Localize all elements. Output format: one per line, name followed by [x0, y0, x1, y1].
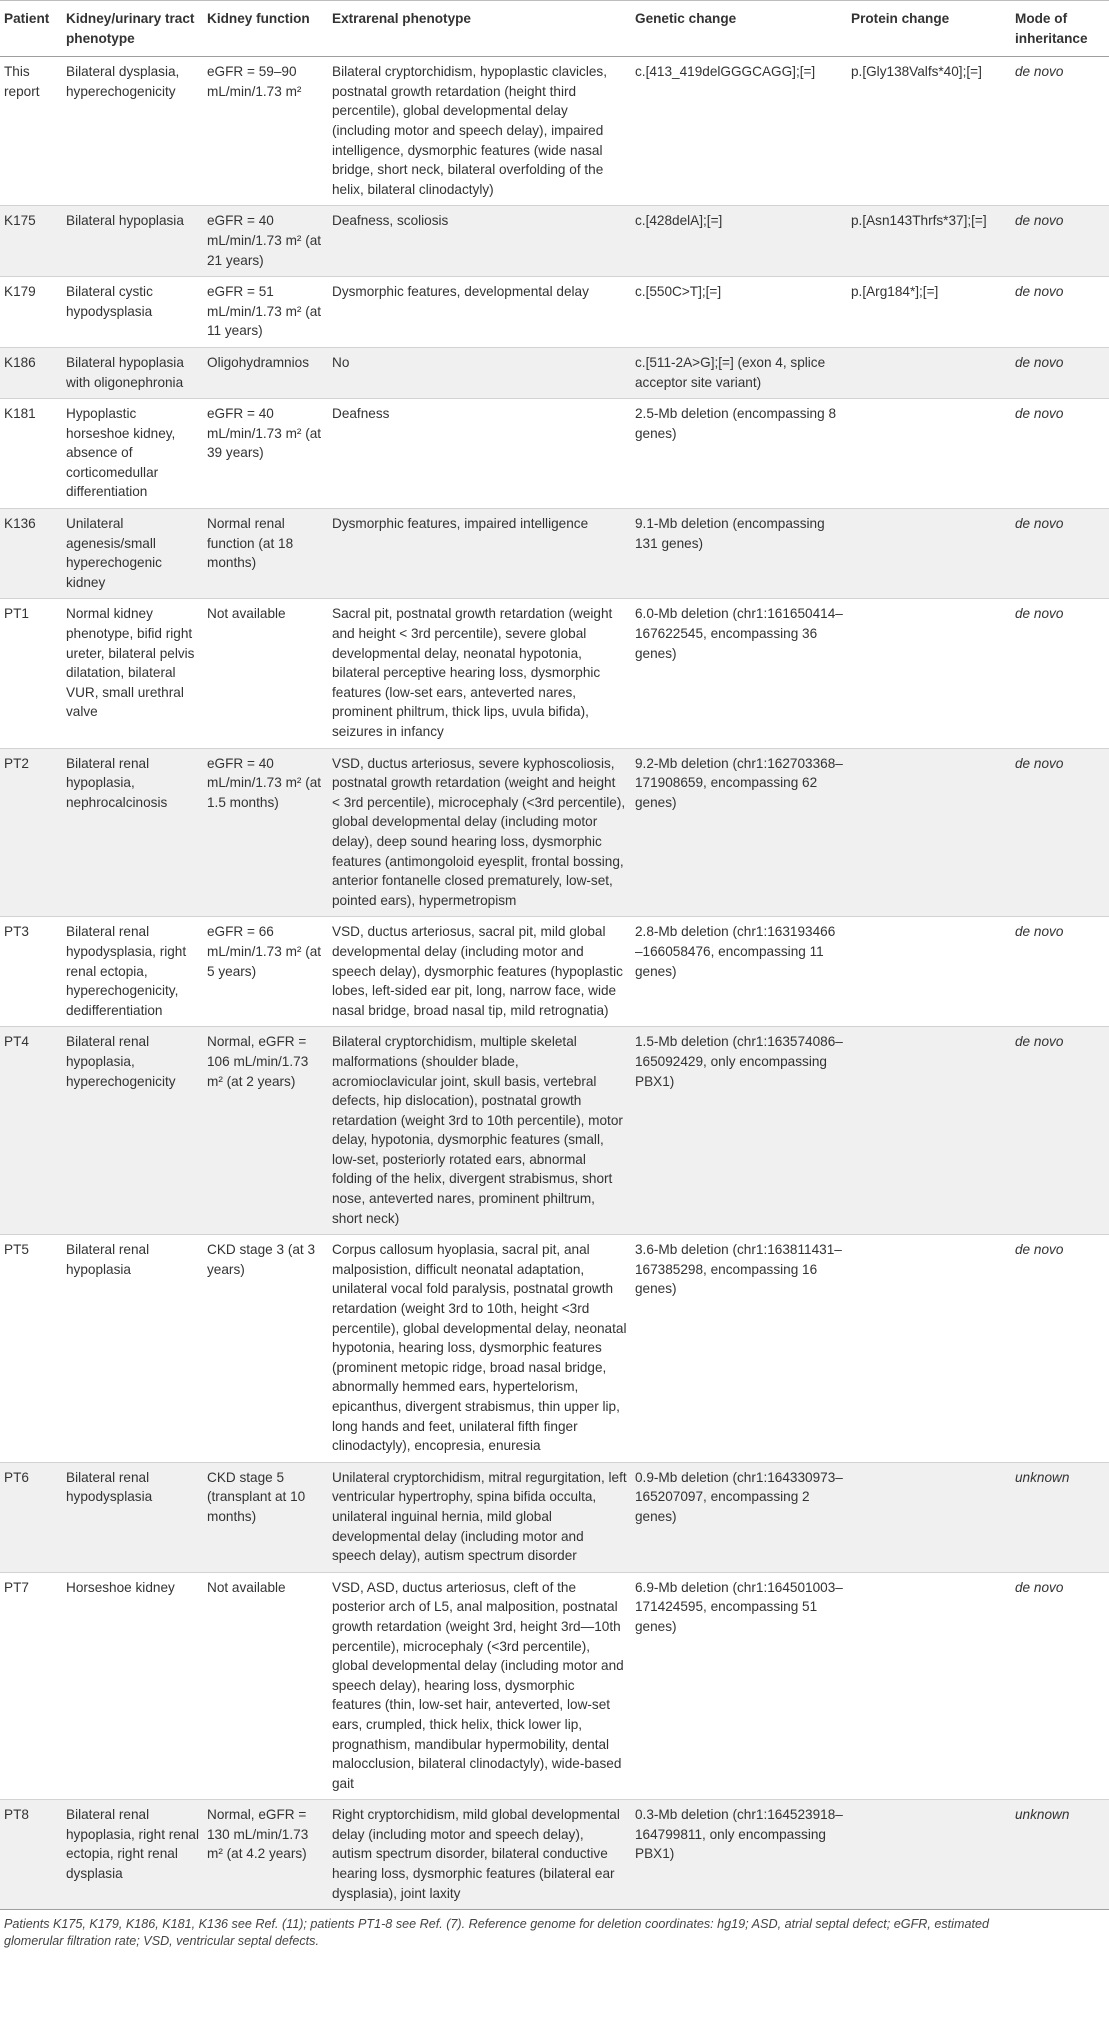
- cell-genetic-change: 0.9-Mb deletion (chr1:164330973–165207097, encompassing 2 genes): [631, 1462, 847, 1572]
- header-row: [0, 1, 1109, 57]
- cell-genetic-change: c.[413_419delGGGCAGG];[=]: [631, 57, 847, 206]
- table-row: [0, 599, 1109, 748]
- cell-kidney-function: Oligohydramnios: [203, 347, 328, 398]
- table-row: [0, 1800, 1109, 1910]
- cell-extrarenal-phenotype: Unilateral cryptorchidism, mitral regurgitation, left ventricular hypertrophy, spina bifida occulta, unilateral inguinal hernia, mild global developmental delay (including motor and speech delay), autism spectrum disorder: [328, 1462, 631, 1572]
- cell-patient: This report: [0, 57, 62, 206]
- cell-patient: PT8: [0, 1800, 62, 1910]
- cell-genetic-change: 3.6-Mb deletion (chr1:163811431–167385298, encompassing 16 genes): [631, 1235, 847, 1463]
- cell-extrarenal-phenotype: Dysmorphic features, impaired intelligence: [328, 509, 631, 599]
- cell-mode-of-inheritance: de novo: [1011, 917, 1109, 1027]
- cell-extrarenal-phenotype: Sacral pit, postnatal growth retardation (weight and height < 3rd percentile), severe global developmental delay, neonatal hypotonia, bilateral perceptive hearing loss, dysmorphic features (low-set ears, anteverted nares, prominent philtrum, thick lips, uvula bifida), seizures in infancy: [328, 599, 631, 748]
- cell-kidney-phenotype: Bilateral renal hypoplasia, right renal ectopia, right renal dysplasia: [62, 1800, 203, 1910]
- cell-kidney-function: eGFR = 40 mL/min/1.73 m² (at 1.5 months): [203, 748, 328, 917]
- cell-kidney-phenotype: Unilateral agenesis/small hyperechogenic kidney: [62, 509, 203, 599]
- cell-mode-of-inheritance: de novo: [1011, 399, 1109, 509]
- cell-kidney-function: Not available: [203, 599, 328, 748]
- cell-protein-change: [847, 1027, 1011, 1235]
- header-genetic-change: Genetic change: [631, 1, 847, 57]
- cell-protein-change: [847, 599, 1011, 748]
- cell-patient: PT6: [0, 1462, 62, 1572]
- cell-genetic-change: 6.9-Mb deletion (chr1:164501003–171424595, encompassing 51 genes): [631, 1572, 847, 1800]
- cell-extrarenal-phenotype: No: [328, 347, 631, 398]
- cell-protein-change: [847, 509, 1011, 599]
- header-extrarenal-phenotype: Extrarenal phenotype: [328, 1, 631, 57]
- cell-mode-of-inheritance: de novo: [1011, 347, 1109, 398]
- table-row: [0, 1462, 1109, 1572]
- table-footnote: Patients K175, K179, K186, K181, K136 see Ref. (11); patients PT1-8 see Ref. (7). Reference genome for deletion coordinates: hg19; ASD, atrial septal defect; eGFR, estimated glomerular filtration rate; VSD, ventricular septal defects.: [4, 1917, 989, 1949]
- cell-kidney-function: Not available: [203, 1572, 328, 1800]
- header-mode-of-inheritance: Mode of inheritance: [1011, 1, 1109, 57]
- cell-protein-change: [847, 347, 1011, 398]
- table-header: [0, 1, 1109, 57]
- cell-genetic-change: c.[511-2A>G];[=] (exon 4, splice acceptor site variant): [631, 347, 847, 398]
- cell-kidney-function: eGFR = 40 mL/min/1.73 m² (at 21 years): [203, 206, 328, 277]
- cell-kidney-phenotype: Bilateral cystic hypodysplasia: [62, 277, 203, 348]
- cell-patient: PT5: [0, 1235, 62, 1463]
- cell-kidney-function: CKD stage 5 (transplant at 10 months): [203, 1462, 328, 1572]
- cell-protein-change: [847, 1572, 1011, 1800]
- cell-kidney-function: eGFR = 40 mL/min/1.73 m² (at 39 years): [203, 399, 328, 509]
- cell-kidney-function: CKD stage 3 (at 3 years): [203, 1235, 328, 1463]
- cell-extrarenal-phenotype: Corpus callosum hyoplasia, sacral pit, anal malposistion, difficult neonatal adaptation, unilateral vocal fold paralysis, postnatal growth retardation (weight 3rd to 10th, height <3rd percentile), global developmental delay, neonatal hypotonia, hearing loss, dysmorphic features (prominent metopic ridge, broad nasal bridge, abnormally hemmed ears, hypertelorism, epicanthus, divergent strabismus, thin upper lip, long hands and feet, unilateral fifth finger clinodactyly), encopresia, enuresia: [328, 1235, 631, 1463]
- cell-extrarenal-phenotype: VSD, ASD, ductus arteriosus, cleft of the posterior arch of L5, anal malposition, postnatal growth retardation (weight 3rd, height 3rd—10th percentile), microcephaly (<3rd percentile), global developmental delay (including motor and speech delay), hearing loss, dysmorphic features (thin, low-set hair, anteverted, low-set ears, crumpled, thick helix, thick lower lip, prognathism, mandibular hypermobility, dental malocclusion, bilateral clinodactyly), wide-based gait: [328, 1572, 631, 1800]
- table-row: [0, 1027, 1109, 1235]
- table-row: [0, 509, 1109, 599]
- cell-kidney-function: eGFR = 59–90 mL/min/1.73 m²: [203, 57, 328, 206]
- cell-protein-change: [847, 1800, 1011, 1910]
- cell-kidney-phenotype: Bilateral renal hypoplasia, nephrocalcinosis: [62, 748, 203, 917]
- cell-protein-change: p.[Asn143Thrfs*37];[=]: [847, 206, 1011, 277]
- cell-mode-of-inheritance: de novo: [1011, 206, 1109, 277]
- table-row: [0, 748, 1109, 917]
- cell-genetic-change: 1.5-Mb deletion (chr1:163574086–165092429, only encompassing PBX1): [631, 1027, 847, 1235]
- cell-kidney-phenotype: Bilateral renal hypoplasia, hyperechogenicity: [62, 1027, 203, 1235]
- cell-genetic-change: c.[428delA];[=]: [631, 206, 847, 277]
- cell-mode-of-inheritance: unknown: [1011, 1800, 1109, 1910]
- cell-kidney-phenotype: Bilateral renal hypodysplasia: [62, 1462, 203, 1572]
- cell-kidney-phenotype: Bilateral renal hypodysplasia, right renal ectopia, hyperechogenicity, dedifferentiation: [62, 917, 203, 1027]
- cell-kidney-function: eGFR = 66 mL/min/1.73 m² (at 5 years): [203, 917, 328, 1027]
- cell-protein-change: [847, 399, 1011, 509]
- cell-kidney-function: Normal, eGFR = 130 mL/min/1.73 m² (at 4.2 years): [203, 1800, 328, 1910]
- cell-mode-of-inheritance: de novo: [1011, 1235, 1109, 1463]
- cell-protein-change: [847, 1235, 1011, 1463]
- cell-extrarenal-phenotype: Deafness, scoliosis: [328, 206, 631, 277]
- cell-genetic-change: 2.8-Mb deletion (chr1:163193466 –166058476, encompassing 11 genes): [631, 917, 847, 1027]
- cell-kidney-phenotype: Bilateral hypoplasia with oligonephronia: [62, 347, 203, 398]
- cell-mode-of-inheritance: de novo: [1011, 1027, 1109, 1235]
- cell-patient: PT3: [0, 917, 62, 1027]
- cell-patient: K136: [0, 509, 62, 599]
- cell-patient: PT2: [0, 748, 62, 917]
- table-row: [0, 1572, 1109, 1800]
- cell-mode-of-inheritance: de novo: [1011, 277, 1109, 348]
- table-row: [0, 917, 1109, 1027]
- header-patient: Patient: [0, 1, 62, 57]
- cell-genetic-change: 9.2-Mb deletion (chr1:162703368–171908659, encompassing 62 genes): [631, 748, 847, 917]
- cell-genetic-change: 6.0-Mb deletion (chr1:161650414–167622545, encompassing 36 genes): [631, 599, 847, 748]
- table-row: [0, 206, 1109, 277]
- cell-mode-of-inheritance: de novo: [1011, 599, 1109, 748]
- header-protein-change: Protein change: [847, 1, 1011, 57]
- cell-genetic-change: 0.3-Mb deletion (chr1:164523918–164799811, only encompassing PBX1): [631, 1800, 847, 1910]
- cell-extrarenal-phenotype: Right cryptorchidism, mild global developmental delay (including motor and speech delay), autism spectrum disorder, bilateral conductive hearing loss, dysmorphic features (bilateral ear dysplasia), joint laxity: [328, 1800, 631, 1910]
- cell-mode-of-inheritance: de novo: [1011, 57, 1109, 206]
- cell-extrarenal-phenotype: Deafness: [328, 399, 631, 509]
- cell-protein-change: p.[Arg184*];[=]: [847, 277, 1011, 348]
- cell-protein-change: p.[Gly138Valfs*40];[=]: [847, 57, 1011, 206]
- cell-extrarenal-phenotype: VSD, ductus arteriosus, sacral pit, mild global developmental delay (including motor and speech delay), dysmorphic features (hypoplastic lobes, left-sided ear pit, long, narrow face, wide nasal bridge, broad nasal tip, mild retrognatia): [328, 917, 631, 1027]
- cell-kidney-function: Normal renal function (at 18 months): [203, 509, 328, 599]
- cell-kidney-phenotype: Bilateral dysplasia, hyperechogenicity: [62, 57, 203, 206]
- cell-mode-of-inheritance: de novo: [1011, 509, 1109, 599]
- header-kidney-phenotype: Kidney/urinary tract phenotype: [62, 1, 203, 57]
- cell-patient: PT4: [0, 1027, 62, 1235]
- cell-patient: K181: [0, 399, 62, 509]
- cell-protein-change: [847, 1462, 1011, 1572]
- cell-patient: PT7: [0, 1572, 62, 1800]
- table-row: [0, 347, 1109, 398]
- table-row: [0, 399, 1109, 509]
- cell-mode-of-inheritance: de novo: [1011, 1572, 1109, 1800]
- cell-genetic-change: 2.5-Mb deletion (encompassing 8 genes): [631, 399, 847, 509]
- cell-kidney-phenotype: Bilateral renal hypoplasia: [62, 1235, 203, 1463]
- header-kidney-function: Kidney function: [203, 1, 328, 57]
- cell-patient: K179: [0, 277, 62, 348]
- cell-kidney-phenotype: Normal kidney phenotype, bifid right ureter, bilateral pelvis dilatation, bilateral VUR, small urethral valve: [62, 599, 203, 748]
- cell-protein-change: [847, 748, 1011, 917]
- cell-kidney-phenotype: Bilateral hypoplasia: [62, 206, 203, 277]
- cell-extrarenal-phenotype: Bilateral cryptorchidism, multiple skeletal malformations (shoulder blade, acromioclavicular joint, skull basis, vertebral defects, hip dislocation), postnatal growth retardation (weight 3rd to 10th percentile), motor delay, hypotonia, dysmorphic features (small, low-set, posteriorly rotated ears, abnormal folding of the helix, divergent strabismus, short nose, anteverted nares, prominent philtrum, short neck): [328, 1027, 631, 1235]
- cell-kidney-function: Normal, eGFR = 106 mL/min/1.73 m² (at 2 years): [203, 1027, 328, 1235]
- cell-mode-of-inheritance: unknown: [1011, 1462, 1109, 1572]
- cell-kidney-phenotype: Hypoplastic horseshoe kidney, absence of corticomedullar differentiation: [62, 399, 203, 509]
- cell-protein-change: [847, 917, 1011, 1027]
- cell-genetic-change: 9.1-Mb deletion (encompassing 131 genes): [631, 509, 847, 599]
- cell-extrarenal-phenotype: VSD, ductus arteriosus, severe kyphoscoliosis, postnatal growth retardation (weight and height < 3rd percentile), microcephaly (<3rd percentile), global developmental delay (including motor delay), deep sound hearing loss, dysmorphic features (antimongoloid eyesplit, frontal bossing, anterior fontanelle closed prematurely, low-set, pointed ears), hypermetropism: [328, 748, 631, 917]
- cell-extrarenal-phenotype: Dysmorphic features, developmental delay: [328, 277, 631, 348]
- cell-kidney-phenotype: Horseshoe kidney: [62, 1572, 203, 1800]
- table-row: [0, 1235, 1109, 1463]
- cell-patient: K175: [0, 206, 62, 277]
- table-row: [0, 277, 1109, 348]
- cell-genetic-change: c.[550C>T];[=]: [631, 277, 847, 348]
- cell-extrarenal-phenotype: Bilateral cryptorchidism, hypoplastic clavicles, postnatal growth retardation (height third percentile), global developmental delay (including motor and speech delay), impaired intelligence, dysmorphic features (wide nasal bridge, short neck, bilateral overfolding of the helix, bilateral clinodactyly): [328, 57, 631, 206]
- table-row: [0, 57, 1109, 206]
- cell-mode-of-inheritance: de novo: [1011, 748, 1109, 917]
- cell-patient: PT1: [0, 599, 62, 748]
- cell-patient: K186: [0, 347, 62, 398]
- cell-kidney-function: eGFR = 51 mL/min/1.73 m² (at 11 years): [203, 277, 328, 348]
- table-body: [0, 57, 1109, 1910]
